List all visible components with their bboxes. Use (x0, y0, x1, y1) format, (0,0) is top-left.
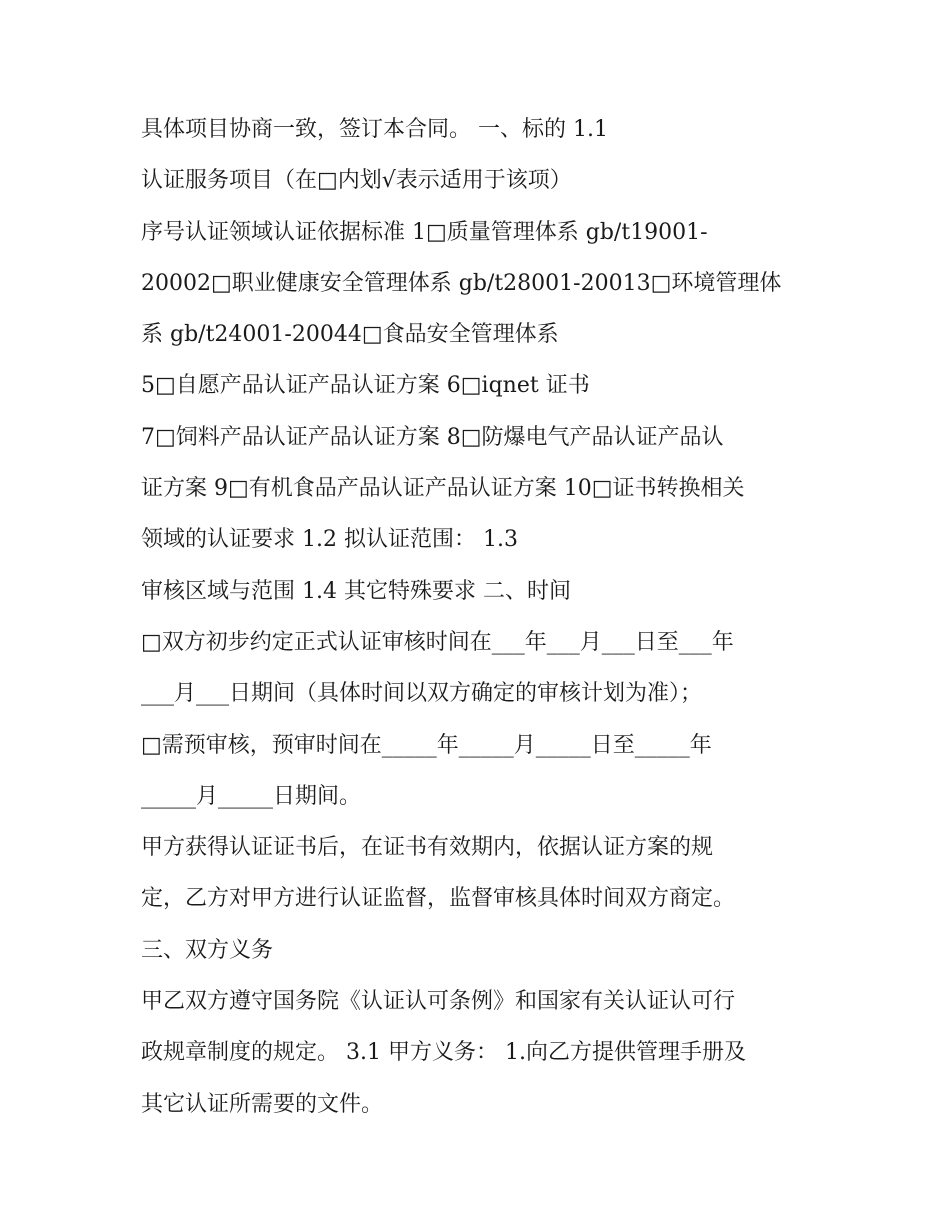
document-body (141, 104, 821, 1130)
text-line: 三、双方义务 (141, 937, 274, 963)
text-line: 甲乙双方遵守国务院《认证认可条例》和国家有关认证认可行 (141, 989, 736, 1015)
text-line: 20002□职业健康安全管理体系 gb/t28001-20013□环境管理体 (141, 270, 782, 296)
text-line: 其它认证所需要的文件。 (141, 1091, 384, 1117)
text-line: 审核区域与范围 1.4 其它特殊要求 二、时间 (141, 578, 571, 604)
text-line: □双方初步约定正式认证审核时间在___年___月___日至___年 (141, 629, 734, 655)
text-line: ___月___日期间（具体时间以双方确定的审核计划为准）； (141, 681, 703, 707)
text-line: □需预审核，预审时间在_____年_____月_____日至_____年 (141, 732, 712, 758)
text-line: 政规章制度的规定。 3.1 甲方义务： 1.向乙方提供管理手册及 (141, 1040, 746, 1066)
text-line: 具体项目协商一致，签订本合同。 一、标的 1.1 (141, 117, 608, 142)
text-line: 5□自愿产品认证产品认证方案 6□iqnet 证书 (141, 373, 590, 399)
text-line: 认证服务项目（在□内划√表示适用于该项） (141, 168, 572, 194)
text-line: 7□饲料产品认证产品认证方案 8□防爆电气产品认证产品认 (141, 424, 724, 450)
text-line: 系 gb/t24001-20044□食品安全管理体系 (141, 322, 559, 348)
text-line: 证方案 9□有机食品产品认证产品认证方案 10□证书转换相关 (141, 476, 745, 502)
text-line: 序号认证领域认证依据标准 1□质量管理体系 gb/t19001- (141, 219, 708, 245)
text-line: 领域的认证要求 1.2 拟认证范围： 1.3 (141, 527, 518, 553)
text-line: 甲方获得认证证书后，在证书有效期内，依据认证方案的规 (141, 835, 714, 861)
text-line: _____月_____日期间。 (141, 783, 362, 809)
text-line: 定，乙方对甲方进行认证监督，监督审核具体时间双方商定。 (141, 886, 736, 912)
